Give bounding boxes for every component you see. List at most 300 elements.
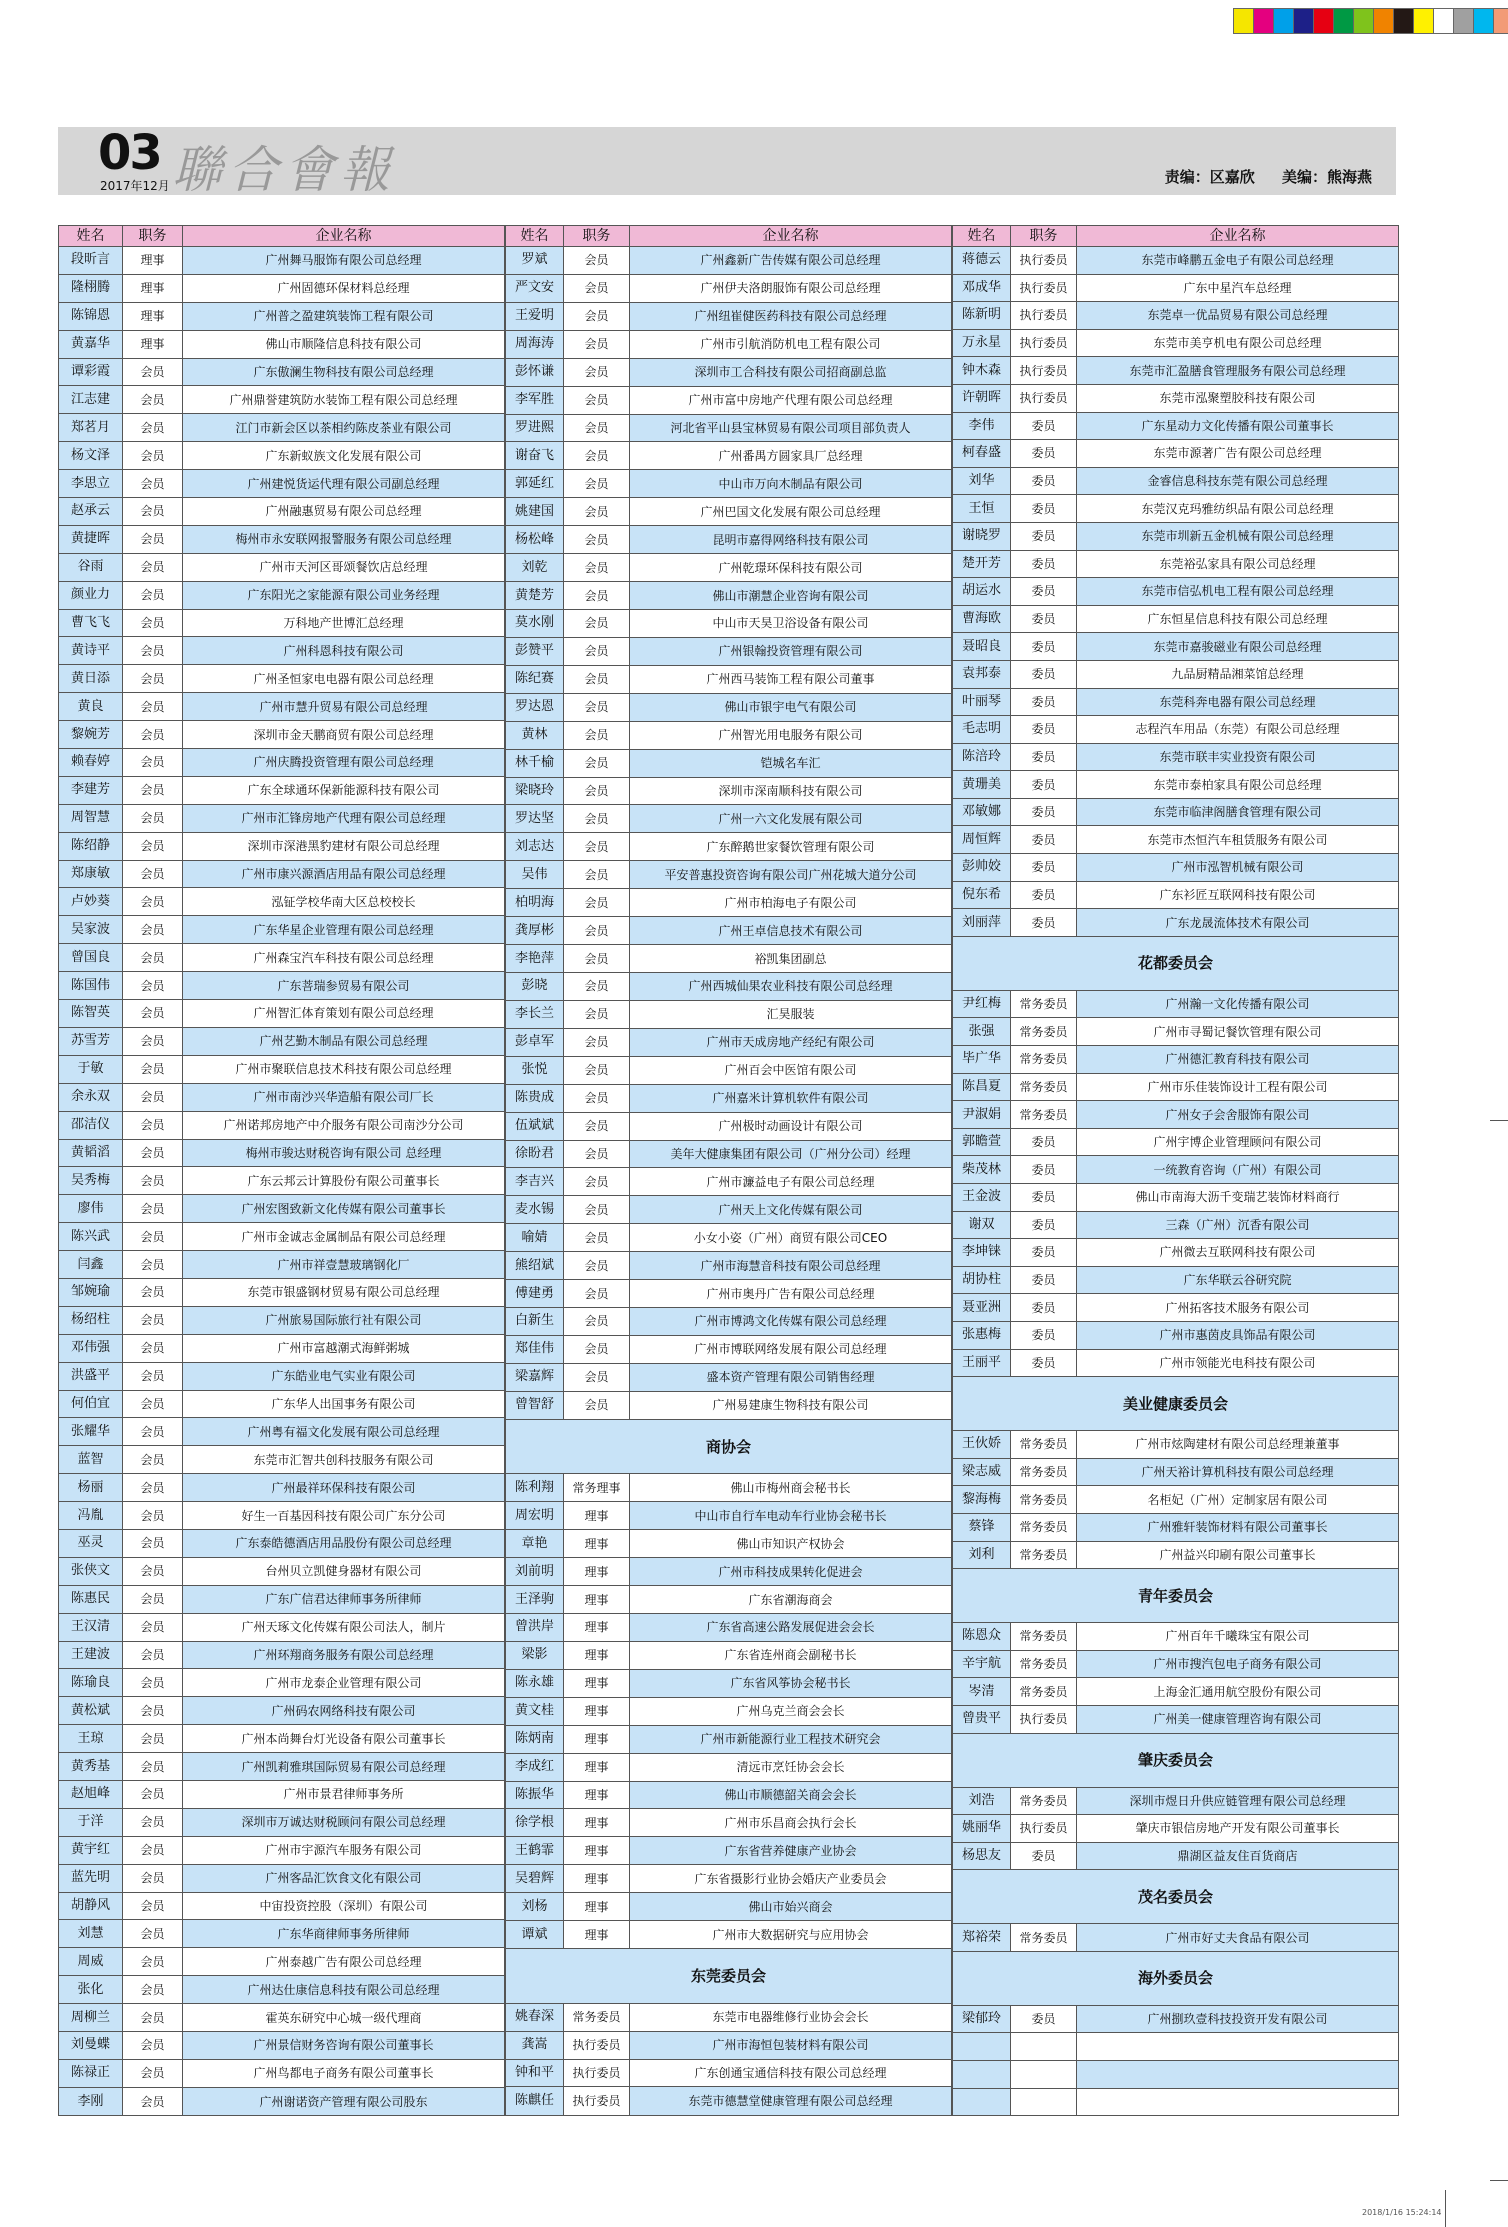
member-name: 胡协柱 [953, 1266, 1011, 1294]
table-row [59, 637, 505, 665]
member-name: 黄良 [59, 693, 123, 721]
member-name: 陈绍静 [59, 832, 123, 860]
table-row [506, 1781, 952, 1809]
member-role: 执行委员 [1011, 1705, 1077, 1733]
member-company: 东莞裕弘家具有限公司总经理 [1077, 550, 1399, 578]
table-row [506, 1252, 952, 1280]
table-row [506, 1308, 952, 1336]
member-company: 志程汽车用品（东莞）有限公司总经理 [1077, 716, 1399, 744]
table-row [59, 1251, 505, 1279]
member-role: 会员 [123, 1027, 183, 1055]
table-row [59, 302, 505, 330]
member-name: 梁影 [506, 1641, 564, 1669]
table-row [953, 990, 1399, 1018]
member-company: 广东菩瑞参贸易有限公司 [183, 972, 505, 1000]
color-swatch [1373, 8, 1394, 34]
member-role: 会员 [123, 944, 183, 972]
member-role: 委员 [1011, 550, 1077, 578]
table-row [506, 582, 952, 610]
member-role: 会员 [564, 1168, 630, 1196]
member-role: 会员 [564, 917, 630, 945]
member-role: 常务理事 [564, 1474, 630, 1502]
member-role: 执行委员 [1011, 384, 1077, 412]
table-row [953, 1239, 1399, 1267]
member-company: 深圳市万诚达财税顾问有限公司总经理 [183, 1808, 505, 1836]
member-company: 广东华星企业管理有限公司总经理 [183, 916, 505, 944]
member-role: 常务委员 [1011, 1541, 1077, 1569]
member-name: 曾智舒 [506, 1391, 564, 1419]
table-row [59, 581, 505, 609]
member-company: 深圳市深港黑豹建材有限公司总经理 [183, 832, 505, 860]
member-role: 会员 [564, 637, 630, 665]
member-company: 广州西城仙果农业科技有限公司总经理 [630, 972, 952, 1000]
table-row [953, 605, 1399, 633]
member-role: 委员 [1011, 716, 1077, 744]
member-name: 刘丽萍 [953, 909, 1011, 937]
table-row [953, 1128, 1399, 1156]
table-row [59, 2032, 505, 2060]
member-name: 陈永雄 [506, 1669, 564, 1697]
member-company: 河北省平山县宝林贸易有限公司项目部负责人 [630, 414, 952, 442]
member-role: 会员 [564, 972, 630, 1000]
member-company: 广州女子会舍服饰有限公司 [1077, 1101, 1399, 1129]
table-row [59, 2087, 505, 2115]
table-row [506, 1865, 952, 1893]
member-role: 会员 [123, 749, 183, 777]
member-name: 黄捷晖 [59, 525, 123, 553]
member-name: 蓝先明 [59, 1864, 123, 1892]
member-company: 广州谢诺资产管理有限公司股东 [183, 2087, 505, 2115]
member-role: 委员 [1011, 1128, 1077, 1156]
member-company: 金睿信息科技东莞有限公司总经理 [1077, 467, 1399, 495]
member-company: 广东省摄影行业协会婚庆产业委员会 [630, 1865, 952, 1893]
member-role: 委员 [1011, 1842, 1077, 1870]
member-role: 会员 [564, 442, 630, 470]
member-role: 理事 [564, 1865, 630, 1893]
member-name: 黄韬滔 [59, 1139, 123, 1167]
member-company: 东莞市银盛钢材贸易有限公司总经理 [183, 1278, 505, 1306]
member-name: 胡静风 [59, 1892, 123, 1920]
member-role: 会员 [123, 1195, 183, 1223]
member-company: 广州市搜汽包电子商务有限公司 [1077, 1650, 1399, 1678]
table-row [506, 414, 952, 442]
table-row [59, 1585, 505, 1613]
table-row [506, 1280, 952, 1308]
member-company: 广州智光用电服务有限公司 [630, 721, 952, 749]
table-row [953, 1541, 1399, 1569]
member-name: 洪盛平 [59, 1362, 123, 1390]
member-company: 广州景信财务咨询有限公司董事长 [183, 2032, 505, 2060]
member-company: 广州鸟都电子商务有限公司董事长 [183, 2059, 505, 2087]
table-row [953, 1101, 1399, 1129]
member-company: 广州极时动画设计有限公司 [630, 1112, 952, 1140]
member-name: 傅建勇 [506, 1280, 564, 1308]
table-row [59, 274, 505, 302]
member-role: 会员 [123, 1167, 183, 1195]
member-company: 广州百年千曦珠宝有限公司 [1077, 1623, 1399, 1651]
member-company: 佛山市南海大沥千变瑞艺装饰材料商行 [1077, 1184, 1399, 1212]
table-row [506, 2031, 952, 2059]
member-name: 麦水锡 [506, 1196, 564, 1224]
member-role: 委员 [1011, 605, 1077, 633]
member-name: 胡运水 [953, 578, 1011, 606]
table-row [59, 525, 505, 553]
table-row [953, 854, 1399, 882]
member-company: 广东广信君达律师事务所律师 [183, 1585, 505, 1613]
member-company: 铠城名车汇 [630, 749, 952, 777]
table-row [953, 1458, 1399, 1486]
section-row [953, 1733, 1399, 1787]
member-company: 广东华人出国事务有限公司 [183, 1390, 505, 1418]
color-swatch [1493, 8, 1508, 34]
member-name: 伍斌斌 [506, 1112, 564, 1140]
member-role: 理事 [564, 1558, 630, 1586]
member-name: 黄日添 [59, 665, 123, 693]
member-company: 广州西马装饰工程有限公司董事 [630, 665, 952, 693]
member-company: 东莞科奔电器有限公司总经理 [1077, 688, 1399, 716]
member-role: 会员 [123, 1251, 183, 1279]
member-company: 一统教育咨询（广州）有限公司 [1077, 1156, 1399, 1184]
table-row [59, 749, 505, 777]
member-company: 广州客品汇饮食文化有限公司 [183, 1864, 505, 1892]
member-name: 王丽平 [953, 1349, 1011, 1377]
col-header-role: 职务 [1011, 226, 1077, 247]
member-table-1 [58, 225, 505, 2116]
member-role: 理事 [123, 247, 183, 275]
member-role: 会员 [564, 1363, 630, 1391]
member-role: 会员 [564, 777, 630, 805]
member-name: 彭晓 [506, 972, 564, 1000]
member-name: 李建芳 [59, 776, 123, 804]
member-name: 王泽驹 [506, 1586, 564, 1614]
member-company: 广州环翔商务服务有限公司总经理 [183, 1641, 505, 1669]
member-role: 会员 [123, 776, 183, 804]
crop-mark [1490, 1120, 1508, 1121]
member-name: 刘前明 [506, 1558, 564, 1586]
member-company: 裕凯集团副总 [630, 945, 952, 973]
member-name: 熊绍斌 [506, 1252, 564, 1280]
member-table-3 [952, 225, 1399, 2116]
member-role: 会员 [123, 1502, 183, 1530]
table-row [506, 498, 952, 526]
table-row [506, 1168, 952, 1196]
table-row [59, 1836, 505, 1864]
color-swatch [1333, 8, 1354, 34]
member-role: 委员 [1011, 440, 1077, 468]
table-row [59, 1753, 505, 1781]
table-row [953, 716, 1399, 744]
member-role: 委员 [1011, 881, 1077, 909]
member-name: 闫鑫 [59, 1251, 123, 1279]
table-row [506, 1641, 952, 1669]
table-row [59, 1669, 505, 1697]
member-role: 理事 [564, 1921, 630, 1949]
table-row [506, 861, 952, 889]
table-row [59, 1976, 505, 2004]
table-row [59, 1697, 505, 1725]
table-row [506, 833, 952, 861]
member-company: 东莞市临津阁膳食管理有限公司 [1077, 798, 1399, 826]
member-role: 委员 [1011, 467, 1077, 495]
member-company: 广州市南沙兴华造船有限公司厂长 [183, 1083, 505, 1111]
member-role: 会员 [123, 525, 183, 553]
member-name: 万永星 [953, 329, 1011, 357]
member-company: 广州市好丈夫食品有限公司 [1077, 1924, 1399, 1952]
member-name: 李刚 [59, 2087, 123, 2115]
member-name: 陈涪玲 [953, 743, 1011, 771]
member-company: 东莞市泰柏家具有限公司总经理 [1077, 771, 1399, 799]
table-row [506, 609, 952, 637]
table-row [506, 1140, 952, 1168]
member-company: 广州市乐昌商会执行会长 [630, 1809, 952, 1837]
member-company: 广东华联云谷研究院 [1077, 1266, 1399, 1294]
member-name: 刘浩 [953, 1787, 1011, 1815]
member-company: 东莞市圳新五金机械有限公司总经理 [1077, 522, 1399, 550]
member-company: 广州市金诚志金属制品有限公司总经理 [183, 1223, 505, 1251]
member-role: 会员 [123, 1474, 183, 1502]
member-role: 会员 [564, 945, 630, 973]
table-row [953, 247, 1399, 275]
member-company: 广东省潮海商会 [630, 1586, 952, 1614]
table-row [953, 1046, 1399, 1074]
table-row [506, 1474, 952, 1502]
table-row [506, 1837, 952, 1865]
member-name: 周宏明 [506, 1502, 564, 1530]
member-role: 会员 [564, 1280, 630, 1308]
member-name: 李坤铼 [953, 1239, 1011, 1267]
member-role: 会员 [123, 2032, 183, 2060]
member-company: 广州融惠贸易有限公司总经理 [183, 498, 505, 526]
table-row [506, 637, 952, 665]
member-role: 理事 [564, 1753, 630, 1781]
table-row [506, 693, 952, 721]
table-row [59, 442, 505, 470]
member-name: 尹淑娟 [953, 1101, 1011, 1129]
member-company: 广州微去互联网科技有限公司 [1077, 1239, 1399, 1267]
member-name: 曹海欧 [953, 605, 1011, 633]
member-company: 广州纽崔健医药科技有限公司总经理 [630, 302, 952, 330]
member-role: 会员 [123, 1111, 183, 1139]
member-role: 会员 [123, 386, 183, 414]
table-row [59, 1864, 505, 1892]
table-row [506, 1196, 952, 1224]
section-title: 美业健康委员会 [953, 1377, 1399, 1431]
member-role: 会员 [564, 1308, 630, 1336]
member-role: 会员 [123, 1780, 183, 1808]
member-company: 广州市濂益电子有限公司总经理 [630, 1168, 952, 1196]
member-role: 会员 [564, 302, 630, 330]
member-company: 广州市宇源汽车服务有限公司 [183, 1836, 505, 1864]
member-name: 张侠文 [59, 1557, 123, 1585]
member-name: 柯春盛 [953, 440, 1011, 468]
table-row [59, 888, 505, 916]
member-name: 黎婉芳 [59, 721, 123, 749]
member-role: 委员 [1011, 743, 1077, 771]
member-role: 执行委员 [1011, 247, 1077, 275]
table-row [59, 1334, 505, 1362]
member-name: 郑裕荣 [953, 1924, 1011, 1952]
table-row [953, 1018, 1399, 1046]
member-role: 委员 [1011, 854, 1077, 882]
crop-mark [1490, 2180, 1508, 2181]
table-row [59, 1948, 505, 1976]
member-name: 巫灵 [59, 1529, 123, 1557]
member-name: 黄文桂 [506, 1697, 564, 1725]
table-row [506, 665, 952, 693]
table-row [506, 1224, 952, 1252]
member-name: 钟和平 [506, 2059, 564, 2087]
designer-name: 美编：熊海燕 [1281, 168, 1372, 186]
member-role: 常务委员 [564, 2003, 630, 2031]
table-row [506, 721, 952, 749]
member-company: 梅州市骏达财税咨询有限公司 总经理 [183, 1139, 505, 1167]
table-row [953, 1815, 1399, 1843]
member-name: 黄秀基 [59, 1753, 123, 1781]
member-company: 中宙投资控股（深圳）有限公司 [183, 1892, 505, 1920]
member-name: 黄松斌 [59, 1697, 123, 1725]
member-role: 常务委员 [1011, 1431, 1077, 1459]
member-name: 隆栩腾 [59, 274, 123, 302]
member-name: 何伯宜 [59, 1390, 123, 1418]
color-swatch [1473, 8, 1494, 34]
member-role: 会员 [123, 1948, 183, 1976]
member-company: 东莞市电器维修行业协会会长 [630, 2003, 952, 2031]
member-company: 广州庆腾投资管理有限公司总经理 [183, 749, 505, 777]
member-role: 会员 [564, 1196, 630, 1224]
member-name: 王爱明 [506, 302, 564, 330]
table-row [506, 1363, 952, 1391]
member-role: 会员 [564, 889, 630, 917]
table-row [953, 329, 1399, 357]
member-name: 黄楚芳 [506, 582, 564, 610]
member-role: 会员 [123, 972, 183, 1000]
member-role: 理事 [123, 274, 183, 302]
member-name: 辛宇航 [953, 1650, 1011, 1678]
member-role: 理事 [564, 1697, 630, 1725]
member-company: 广州鼎誉建筑防水装饰工程有限公司总经理 [183, 386, 505, 414]
member-company: 清远市烹饪协会会长 [630, 1753, 952, 1781]
member-role: 委员 [1011, 412, 1077, 440]
member-name: 毕广华 [953, 1046, 1011, 1074]
member-company: 广州固德环保材料总经理 [183, 274, 505, 302]
member-name: 王伙娇 [953, 1431, 1011, 1459]
member-company: 名柜妃（广州）定制家居有限公司 [1077, 1486, 1399, 1514]
member-name: 陈昌夏 [953, 1073, 1011, 1101]
member-company: 广州市祥壹慧玻璃钢化厂 [183, 1251, 505, 1279]
member-name: 曾洪岸 [506, 1613, 564, 1641]
member-company: 广东华商律师事务所律师 [183, 1920, 505, 1948]
member-name: 李军胜 [506, 386, 564, 414]
member-company: 东莞市汇智共创科技服务有限公司 [183, 1446, 505, 1474]
member-role: 理事 [123, 330, 183, 358]
member-role: 会员 [123, 1557, 183, 1585]
table-row [953, 2061, 1399, 2089]
member-name: 陈纪赛 [506, 665, 564, 693]
table-row [59, 721, 505, 749]
member-name: 罗达恩 [506, 693, 564, 721]
member-company: 广州王卓信息技术有限公司 [630, 917, 952, 945]
table-row [953, 550, 1399, 578]
member-role [1011, 2033, 1077, 2061]
member-company: 广州市汇锋房地产代理有限公司总经理 [183, 804, 505, 832]
table-row [506, 1502, 952, 1530]
member-role: 委员 [1011, 578, 1077, 606]
member-name: 王建波 [59, 1641, 123, 1669]
member-tables [58, 225, 1396, 2116]
table-row [506, 1056, 952, 1084]
member-company: 广州鑫新广告传媒有限公司总经理 [630, 247, 952, 275]
member-role: 委员 [1011, 1156, 1077, 1184]
member-role: 会员 [123, 1892, 183, 1920]
member-name: 蔡锋 [953, 1513, 1011, 1541]
table-row [59, 2059, 505, 2087]
table-row [506, 526, 952, 554]
col-header-name: 姓名 [953, 226, 1011, 247]
table-row [953, 1787, 1399, 1815]
member-role: 委员 [1011, 633, 1077, 661]
member-company: 东莞市泓聚塑胶科技有限公司 [1077, 384, 1399, 412]
member-company: 泓钲学校华南大区总校校长 [183, 888, 505, 916]
member-name: 柏明海 [506, 889, 564, 917]
member-role: 会员 [123, 609, 183, 637]
section-row [506, 1949, 952, 2004]
member-role: 委员 [1011, 1349, 1077, 1377]
member-name: 袁邦泰 [953, 660, 1011, 688]
table-row [953, 1073, 1399, 1101]
member-name: 陈瑜良 [59, 1669, 123, 1697]
member-role: 委员 [1011, 771, 1077, 799]
table-row [506, 1335, 952, 1363]
member-company: 广东省连州商会副秘书长 [630, 1641, 952, 1669]
member-role: 理事 [564, 1781, 630, 1809]
member-name: 彭怀谦 [506, 358, 564, 386]
table-row [953, 578, 1399, 606]
member-company: 上海金汇通用航空股份有限公司 [1077, 1678, 1399, 1706]
table-row [506, 554, 952, 582]
member-name: 周海涛 [506, 330, 564, 358]
member-company: 广州德汇教育科技有限公司 [1077, 1046, 1399, 1074]
member-company: 广东泰皓德酒店用品股份有限公司总经理 [183, 1529, 505, 1557]
table-row [953, 440, 1399, 468]
member-company: 东莞市杰恒汽车租赁服务有限公司 [1077, 826, 1399, 854]
member-role: 会员 [564, 1112, 630, 1140]
member-name: 龚厚彬 [506, 917, 564, 945]
member-name: 黄珊美 [953, 771, 1011, 799]
member-role: 常务委员 [1011, 1678, 1077, 1706]
table-row [506, 442, 952, 470]
member-company: 广州市龙泰企业管理有限公司 [183, 1669, 505, 1697]
member-company: 汇昊服装 [630, 1000, 952, 1028]
member-company: 广东阳光之家能源有限公司业务经理 [183, 581, 505, 609]
member-name: 卢妙葵 [59, 888, 123, 916]
table-row [953, 1486, 1399, 1514]
color-swatch [1233, 8, 1254, 34]
member-name: 陈新明 [953, 302, 1011, 330]
member-name: 郑茗月 [59, 414, 123, 442]
member-name: 梁晓玲 [506, 777, 564, 805]
member-company: 佛山市顺隆信息科技有限公司 [183, 330, 505, 358]
member-name [953, 2033, 1011, 2061]
member-role: 常务委员 [1011, 1018, 1077, 1046]
member-name: 喻婧 [506, 1224, 564, 1252]
member-role: 会员 [564, 414, 630, 442]
member-role: 会员 [123, 1055, 183, 1083]
member-company: 三森（广州）沉香有限公司 [1077, 1211, 1399, 1239]
table-row [59, 972, 505, 1000]
member-name: 杨思友 [953, 1842, 1011, 1870]
member-name: 陈禄正 [59, 2059, 123, 2087]
member-name: 刘华 [953, 467, 1011, 495]
